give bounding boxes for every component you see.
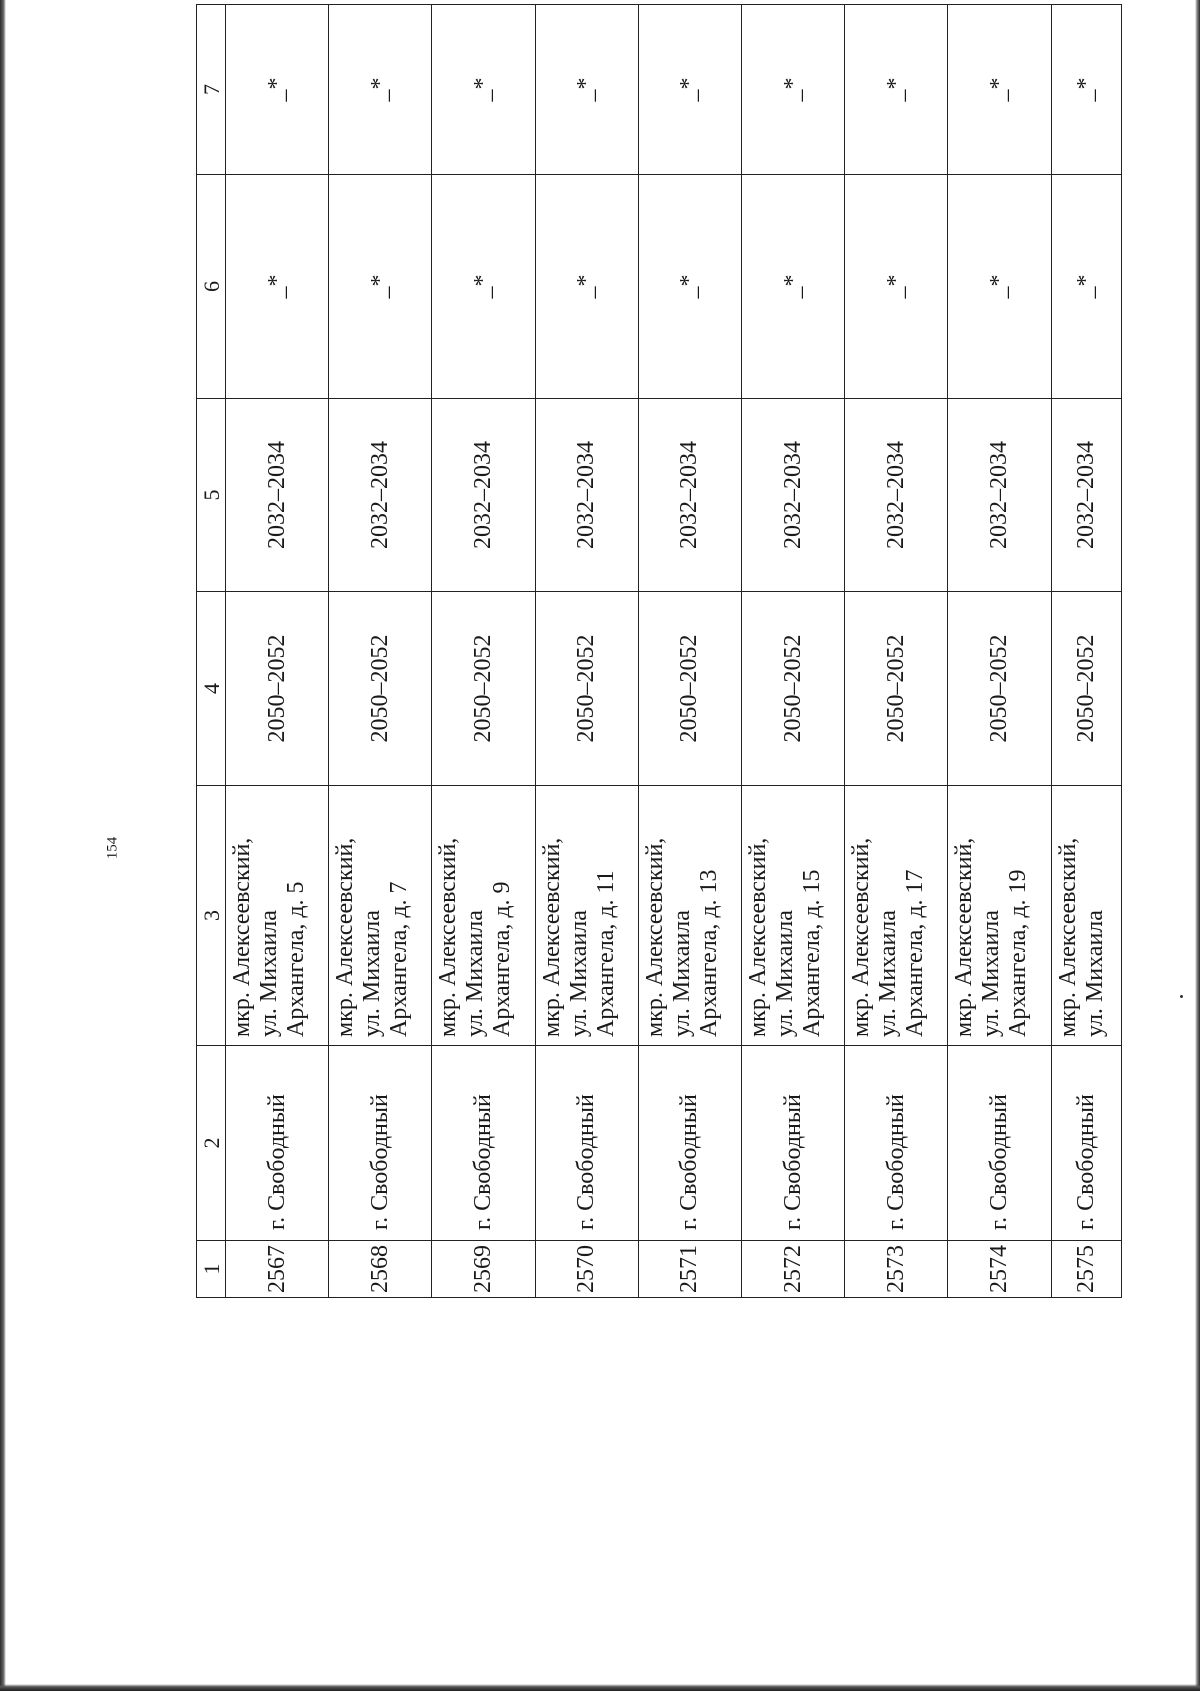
address-line: ул. Михаила (256, 910, 282, 1037)
empty-mark-cell: _* (845, 175, 948, 399)
period-cell: 2050–2052 (226, 592, 329, 786)
table-row (638, 5, 741, 1298)
period-cell: 2032–2034 (1051, 399, 1122, 592)
header-row (197, 5, 226, 1298)
address-line: мкр. Алексеевский, (744, 837, 771, 1037)
address-line: мкр. Алексеевский, (848, 837, 875, 1037)
address-line: Архангела, д. 11 (592, 870, 619, 1037)
city-cell: г. Свободный (1051, 1046, 1122, 1241)
row-number: 2574 (948, 1241, 1051, 1298)
row-number: 2575 (1051, 1241, 1122, 1298)
header-cell: 7 (197, 5, 226, 175)
empty-mark-cell: _* (329, 175, 432, 399)
address-line: мкр. Алексеевский, (1054, 837, 1081, 1037)
address-line: ул. Михаила (565, 910, 592, 1037)
address-line: мкр. Алексеевский, (951, 837, 978, 1037)
address-line: Архангела, д. 13 (695, 869, 722, 1037)
period-cell: 2050–2052 (432, 592, 535, 786)
city-cell: г. Свободный (432, 1046, 535, 1241)
address-line: Архангела, д. 19 (1005, 869, 1032, 1037)
empty-mark-cell: _* (948, 175, 1051, 399)
city-cell: г. Свободный (845, 1046, 948, 1241)
empty-mark-cell: _* (535, 5, 638, 175)
empty-mark-cell: _* (432, 175, 535, 399)
period-cell: 2050–2052 (1051, 592, 1122, 786)
period-cell: 2050–2052 (329, 592, 432, 786)
period-cell: 2032–2034 (948, 399, 1051, 592)
period-cell: 2050–2052 (638, 592, 741, 786)
address-line: ул. Михаила (668, 910, 695, 1037)
scan-edge-bottom (0, 1684, 1200, 1691)
address-line: ул. Михаила (462, 910, 489, 1037)
address-cell (432, 786, 535, 1046)
period-cell: 2050–2052 (948, 592, 1051, 786)
header-cell: 3 (197, 786, 226, 1046)
empty-mark-cell: _* (1051, 175, 1122, 399)
table-row (432, 5, 535, 1298)
header-cell: 6 (197, 175, 226, 399)
address-cell (638, 786, 741, 1046)
address-line: мкр. Алексеевский, (435, 837, 462, 1037)
header-cell: 4 (197, 592, 226, 786)
address-cell (535, 786, 638, 1046)
address-line: Архангела, д. 5 (283, 881, 309, 1037)
address-line: Архангела, д. 7 (386, 881, 413, 1037)
scan-speck (1180, 995, 1183, 998)
period-cell: 2050–2052 (741, 592, 844, 786)
address-line: Архангела, д. 15 (798, 869, 825, 1037)
period-cell: 2050–2052 (845, 592, 948, 786)
header-cell: 5 (197, 399, 226, 592)
empty-mark-cell: _* (741, 5, 844, 175)
empty-mark-cell: _* (1051, 5, 1122, 175)
address-line: ул. Михаила (1081, 910, 1108, 1037)
address-line: Архангела, д. 9 (489, 881, 516, 1037)
table-row (329, 5, 432, 1298)
table-row (948, 5, 1051, 1298)
address-cell (948, 786, 1051, 1046)
address-cell (845, 786, 948, 1046)
address-line: ул. Михаила (359, 910, 386, 1037)
address-cell (226, 786, 329, 1046)
empty-mark-cell: _* (432, 5, 535, 175)
address-line: мкр. Алексеевский, (229, 837, 255, 1037)
address-line: ул. Михаила (875, 910, 902, 1037)
address-line: мкр. Алексеевский, (538, 837, 565, 1037)
row-number: 2570 (535, 1241, 638, 1298)
empty-mark-cell: _* (226, 5, 329, 175)
address-cell (1051, 786, 1122, 1046)
table-row (845, 5, 948, 1298)
period-cell: 2032–2034 (329, 399, 432, 592)
header-cell: 2 (197, 1046, 226, 1241)
address-line: ул. Михаила (978, 910, 1005, 1037)
period-cell: 2032–2034 (226, 399, 329, 592)
period-cell: 2050–2052 (535, 592, 638, 786)
address-line: мкр. Алексеевский, (332, 837, 359, 1037)
address-cell (741, 786, 844, 1046)
register-table (196, 4, 1122, 1298)
row-number: 2572 (741, 1241, 844, 1298)
empty-mark-cell: _* (535, 175, 638, 399)
period-cell: 2032–2034 (845, 399, 948, 592)
city-cell: г. Свободный (226, 1046, 329, 1241)
empty-mark-cell: _* (741, 175, 844, 399)
row-number: 2567 (226, 1241, 329, 1298)
empty-mark-cell: _* (226, 175, 329, 399)
period-cell: 2032–2034 (638, 399, 741, 592)
table-row (1051, 5, 1122, 1298)
period-cell: 2032–2034 (432, 399, 535, 592)
city-cell: г. Свободный (638, 1046, 741, 1241)
row-number: 2569 (432, 1241, 535, 1298)
empty-mark-cell: _* (845, 5, 948, 175)
table-container (196, 77, 1122, 1298)
scan-edge-left (0, 0, 6, 1691)
row-number: 2571 (638, 1241, 741, 1298)
city-cell: г. Свободный (948, 1046, 1051, 1241)
table-row (535, 5, 638, 1298)
city-cell: г. Свободный (329, 1046, 432, 1241)
address-line: ул. Михаила (771, 910, 798, 1037)
empty-mark-cell: _* (638, 5, 741, 175)
empty-mark-cell: _* (948, 5, 1051, 175)
row-number: 2568 (329, 1241, 432, 1298)
city-cell: г. Свободный (535, 1046, 638, 1241)
period-cell: 2032–2034 (535, 399, 638, 592)
city-cell: г. Свободный (741, 1046, 844, 1241)
empty-mark-cell: _* (329, 5, 432, 175)
header-cell: 1 (197, 1241, 226, 1298)
row-number: 2573 (845, 1241, 948, 1298)
scan-edge-right (1195, 0, 1200, 1691)
address-line: Архангела, д. 17 (902, 869, 929, 1037)
page-number: 154 (104, 836, 121, 860)
address-cell (329, 786, 432, 1046)
address-line: мкр. Алексеевский, (641, 837, 668, 1037)
period-cell: 2032–2034 (741, 399, 844, 592)
table-row (226, 5, 329, 1298)
empty-mark-cell: _* (638, 175, 741, 399)
table-row (741, 5, 844, 1298)
